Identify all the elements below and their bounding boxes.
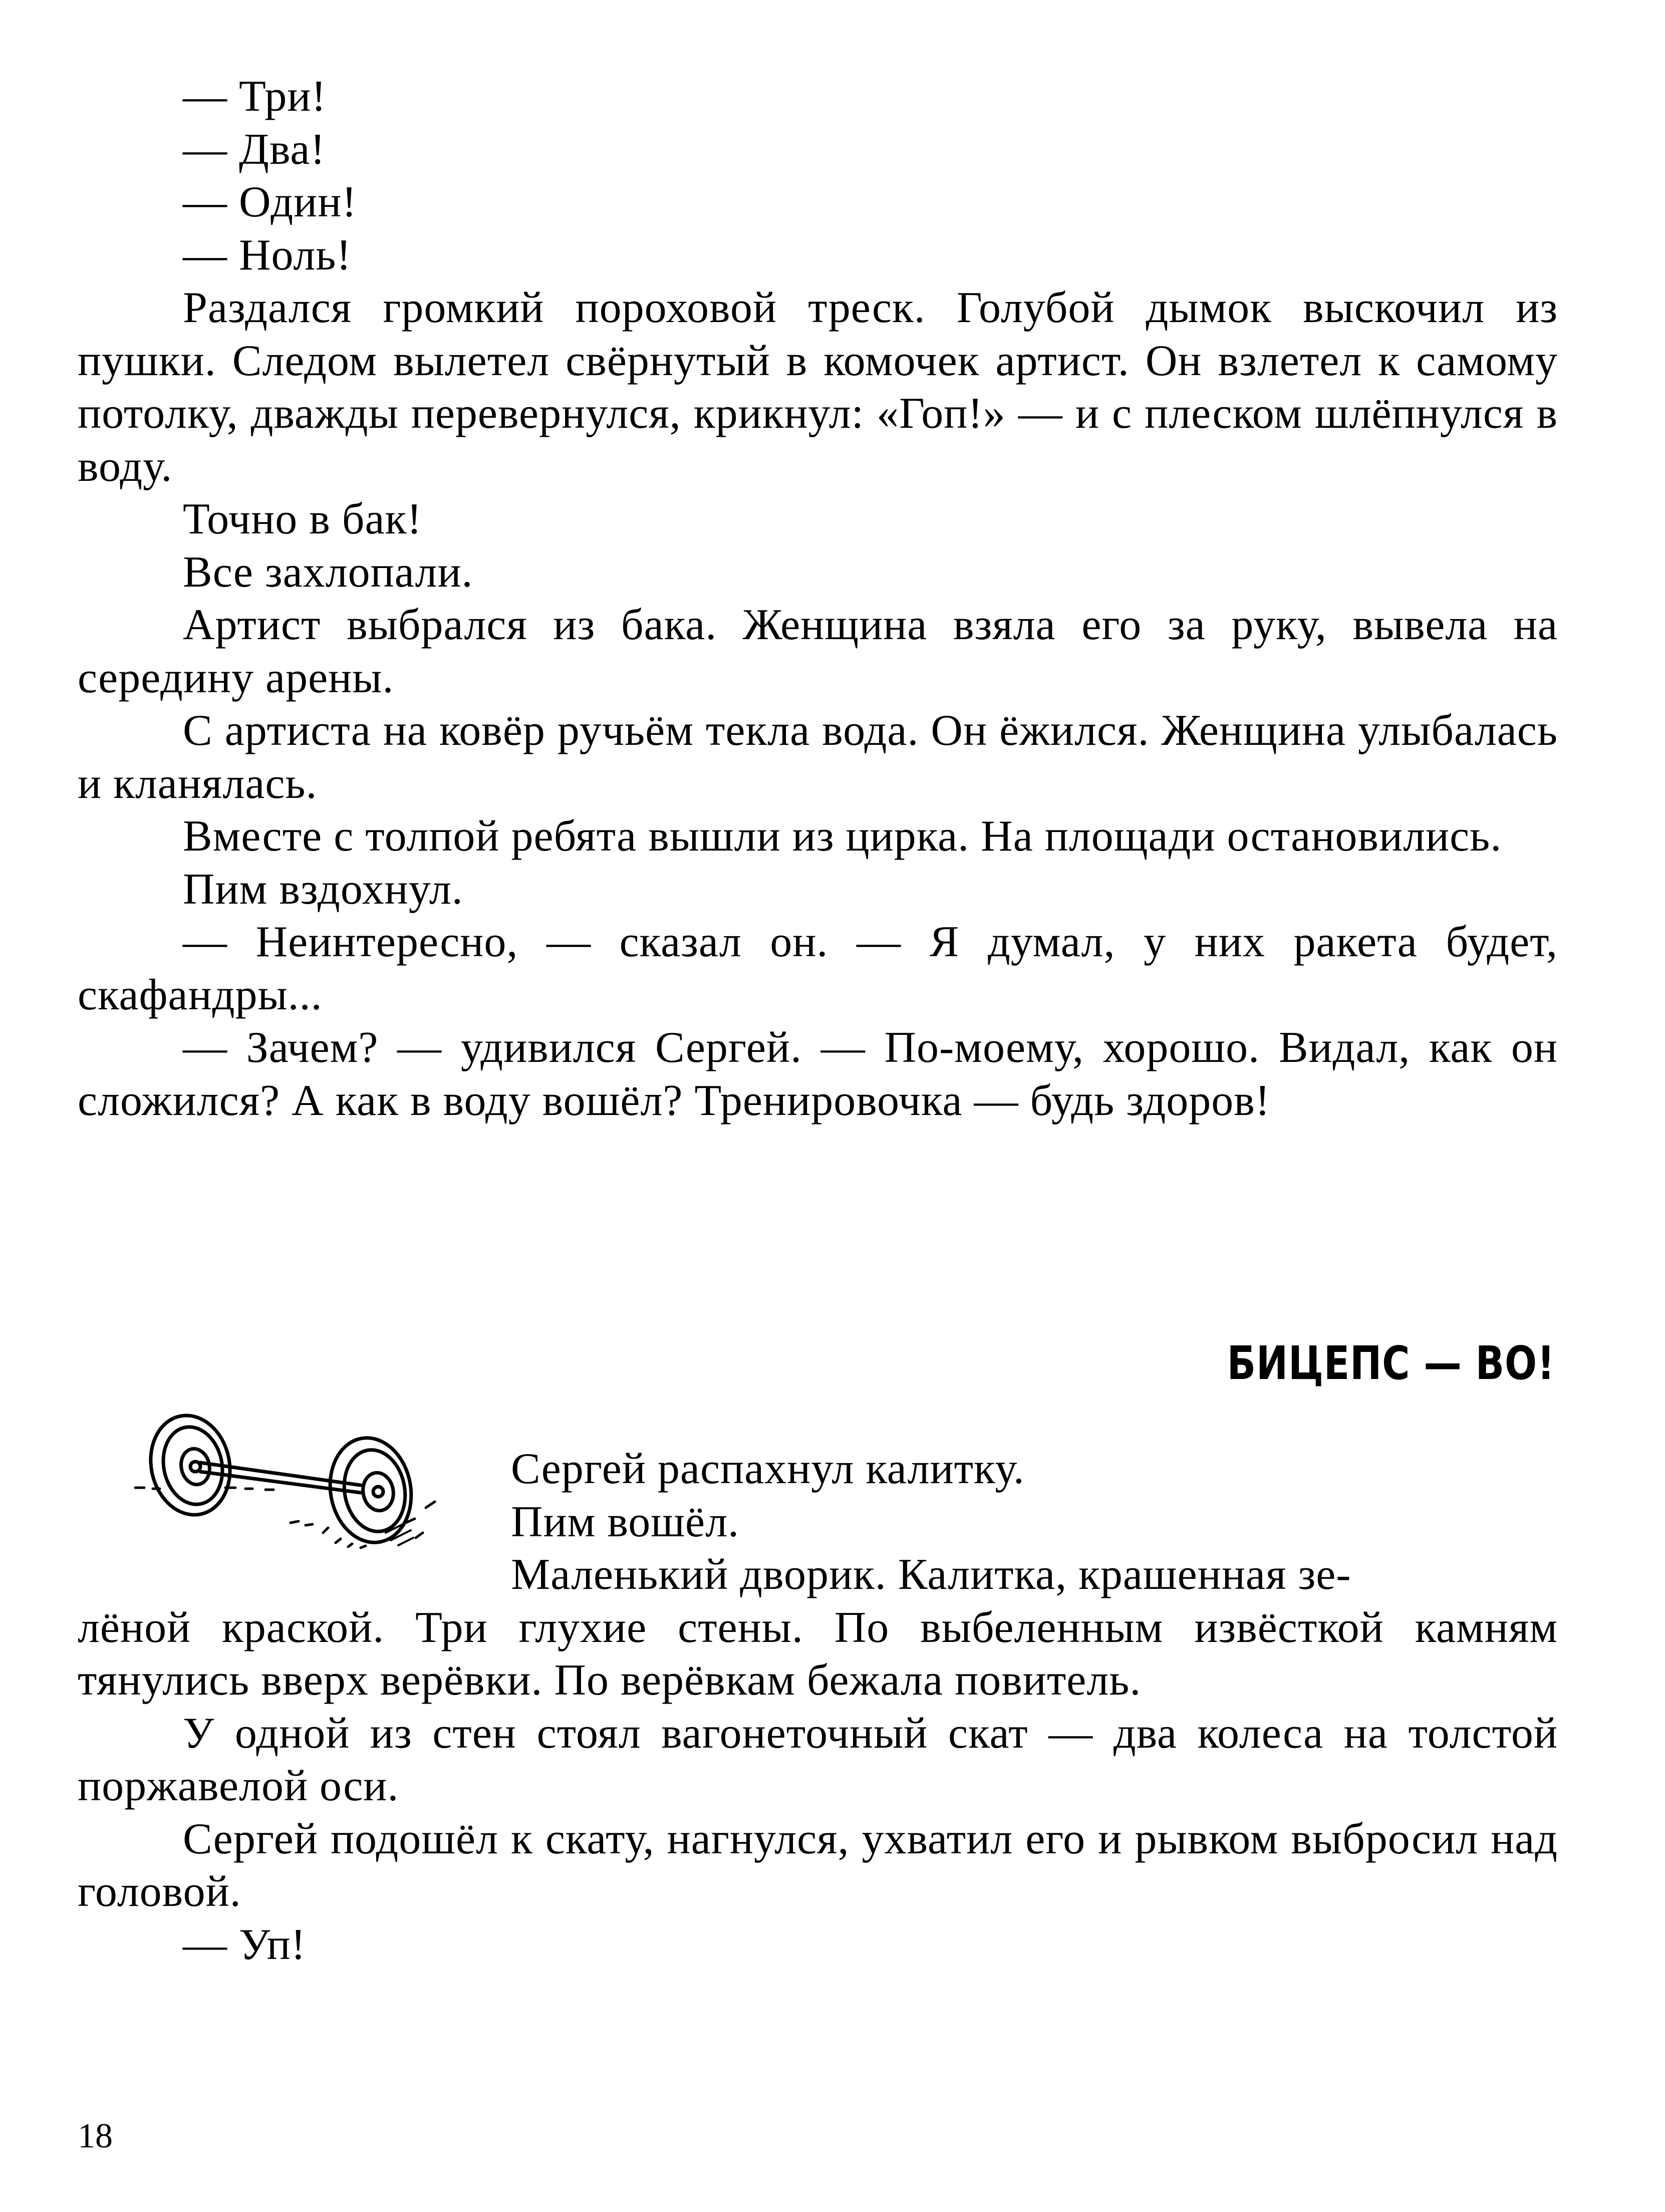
paragraph: — Два!: [183, 125, 326, 174]
text-block-top: [78, 70, 1558, 1127]
chapter-title: БИЦЕПС — ВО!: [1227, 1336, 1555, 1390]
paragraph: Вместе с толпой ребята вышли из цирка. На площади остановились.: [183, 812, 1502, 861]
paragraph: — Уп!: [183, 1920, 306, 1969]
paragraph: Все захлопали.: [183, 547, 473, 597]
paragraph: — Три!: [183, 72, 327, 121]
paragraph: Точно в бак!: [183, 495, 422, 543]
wrapped-line: Сергей распахнул калитку.: [511, 1445, 1025, 1493]
wrapped-line: Маленький дворик. Калитка, крашенная зе-: [511, 1550, 1351, 1599]
paragraph: Сергей подошёл к скату, нагнулся, ухватил его и рывком выбросил над головой.: [78, 1814, 1558, 1916]
paragraph: Раздался громкий пороховой треск. Голубой дымок выскочил из пушки. Следом вылетел свёрнутый в комочек артист. Он взлетел к самому потолку, дважды перевернулся, крикнул: «Гоп!» — и с плеском шлёпнулся в воду.: [78, 284, 1558, 491]
paragraph: — Зачем? — удивился Сергей. — По-моему, хорошо. Видал, как он сложился? А как в воду вошёл? Тренировочка — будь здоров!: [78, 1023, 1558, 1125]
paragraph: Пим вздохнул.: [183, 865, 463, 914]
paragraph: У одной из стен стоял вагонеточный скат — два колеса на толстой поржавелой оси.: [78, 1709, 1558, 1810]
paragraph: лёной краской. Три глухие стены. По выбеленным извёсткой камням тянулись вверх верёвки. По верёвкам бежала повитель.: [78, 1603, 1558, 1705]
paragraph: С артиста на ковёр ручьём текла вода. Он ёжился. Женщина улыбалась и кланялась.: [78, 706, 1558, 808]
paragraph: Артист выбрался из бака. Женщина взяла его за руку, вывела на середину арены.: [78, 601, 1558, 702]
paragraph: — Один!: [183, 178, 357, 226]
text-block-bottom: [78, 1443, 1558, 1971]
paragraph: — Ноль!: [183, 230, 352, 280]
wrapped-line: Пим вошёл.: [511, 1497, 740, 1546]
paragraph: — Неинтересно, — сказал он. — Я думал, у них ракета будет, скафандры...: [78, 918, 1558, 1019]
page-number: 18: [78, 2117, 113, 2155]
